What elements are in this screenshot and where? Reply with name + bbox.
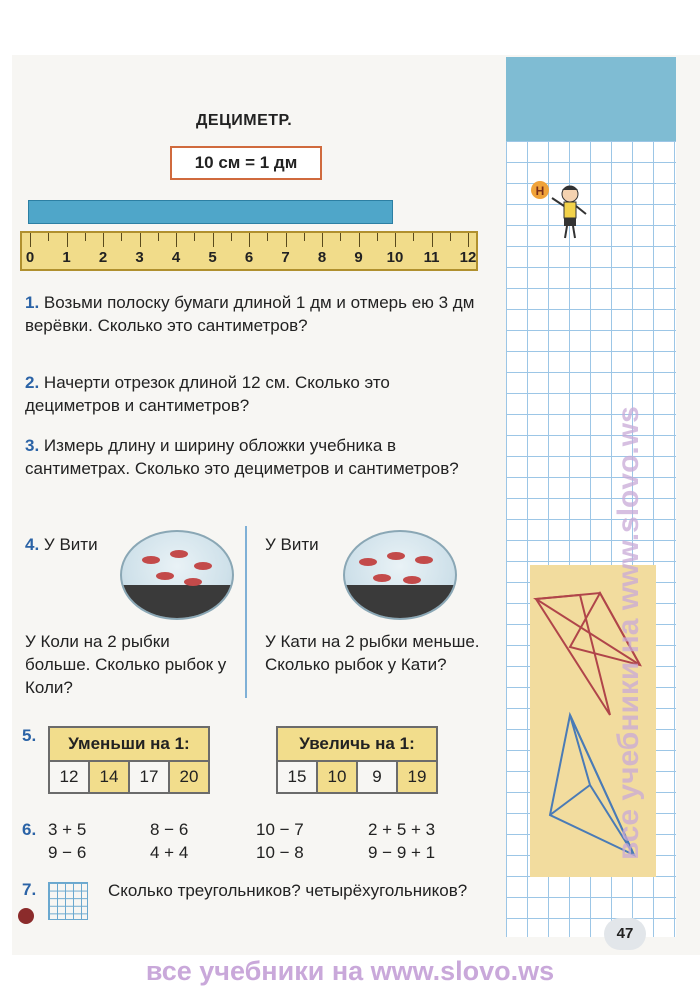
- task-number: [22, 724, 36, 747]
- fish-icon: [387, 552, 405, 560]
- ruler-tick: [85, 233, 86, 241]
- table-cell: 14: [90, 762, 130, 792]
- fishbowl-right: [343, 530, 457, 620]
- fish-icon: [170, 550, 188, 558]
- ruler-tick: [249, 233, 250, 247]
- ruler: [20, 231, 478, 271]
- decrease-table: [48, 726, 210, 794]
- task-4-right-question: У Кати на 2 рыбки меньше. Сколько рыбок у Кати?: [265, 632, 480, 674]
- ruler-tick: [395, 233, 396, 247]
- fish-icon: [184, 578, 202, 586]
- task-7-text: Сколько треугольников? четырёхугольников?: [108, 881, 468, 900]
- mascot-letter: Н: [535, 184, 545, 198]
- fish-icon: [403, 576, 421, 584]
- task-number: 7.: [22, 880, 37, 899]
- fish-icon: [415, 556, 433, 564]
- ruler-number: 8: [317, 249, 327, 266]
- task-3: [25, 434, 477, 480]
- ruler-number: 2: [98, 249, 108, 266]
- page-number: 47: [604, 918, 646, 950]
- table-cell: 17: [130, 762, 170, 792]
- task-number: 4.: [25, 535, 40, 554]
- ruler-tick: [30, 233, 31, 247]
- grid-top-band: [506, 57, 676, 141]
- task-4-left-question: У Коли на 2 рыбки больше. Сколько рыбок у Коли?: [25, 632, 227, 697]
- task-text: Возьми полоску бумаги длиной 1 дм и отмерь ею 3 дм верёвки. Сколько это сантиметров?: [25, 293, 475, 335]
- task-4-left-top: [25, 533, 98, 556]
- ruler-tick: [340, 233, 341, 241]
- ruler-tick: [322, 233, 323, 247]
- task-4-right-label: У Вити: [265, 535, 319, 554]
- task-text: Измерь длину и ширину обложки учебника в сантиметрах. Сколько это дециметров и сантиметров?: [25, 436, 459, 478]
- fishbowl-left: [120, 530, 234, 620]
- increase-table: [276, 726, 438, 794]
- expression: 4 + 4: [150, 843, 189, 862]
- ruler-number: 9: [354, 249, 363, 266]
- table-cell: 12: [50, 762, 90, 792]
- table-cell: 9: [358, 762, 398, 792]
- decimeter-strip: [28, 200, 393, 224]
- fish-icon: [194, 562, 212, 570]
- task-6-number: [22, 818, 36, 841]
- task-number: 1.: [25, 293, 40, 312]
- ruler-tick: [213, 233, 214, 247]
- difficulty-marker-icon: [18, 908, 34, 924]
- expr-column: [150, 818, 188, 864]
- task-7-number: [22, 878, 36, 901]
- ruler-number: 3: [135, 249, 144, 266]
- ruler-number: 11: [423, 249, 440, 266]
- ruler-tick: [67, 233, 68, 247]
- increase-label: Увеличь на 1:: [278, 728, 436, 762]
- fish-icon: [142, 556, 160, 564]
- ruler-tick: [304, 233, 305, 241]
- expr-column: [368, 818, 435, 864]
- table-cell: 10: [318, 762, 358, 792]
- ruler-number: 1: [62, 249, 71, 266]
- watermark-bottom: все учебники на www.slovo.ws: [145, 956, 555, 986]
- ruler-tick: [413, 233, 414, 241]
- ruler-number: 7: [281, 249, 290, 266]
- ruler-number: 6: [244, 249, 254, 266]
- expression: 2 + 5 + 3: [368, 820, 436, 839]
- formula-box: 10 см = 1 дм: [170, 146, 322, 180]
- task-5-number: 5.: [22, 726, 37, 745]
- expr-column: [256, 818, 304, 864]
- ruler-tick: [468, 233, 469, 247]
- gravel: [345, 585, 455, 618]
- fish-icon: [373, 574, 391, 582]
- expression: 9 − 6: [48, 843, 87, 862]
- expression: 10 − 7: [256, 820, 304, 839]
- ruler-tick: [359, 233, 360, 247]
- ruler-number: 12: [459, 249, 477, 266]
- expression: 10 − 8: [256, 843, 304, 862]
- watermark-vertical: все учебники на www.slovo.ws: [612, 406, 645, 860]
- task-4-left-label: У Вити: [43, 535, 98, 554]
- column-divider: [245, 526, 247, 698]
- expression: 9 − 9 + 1: [368, 843, 436, 862]
- ruler-tick: [103, 233, 104, 247]
- ruler-number: 5: [208, 249, 217, 266]
- ruler-tick: [267, 233, 268, 241]
- task-number: 3.: [25, 436, 40, 455]
- ruler-tick: [231, 233, 232, 241]
- ruler-tick: [176, 233, 177, 247]
- table-cell: 19: [398, 762, 436, 792]
- task-number: 2.: [25, 373, 40, 392]
- mascot-illustration: [528, 178, 592, 244]
- ruler-tick: [158, 233, 159, 241]
- ruler-number: 4: [171, 249, 181, 266]
- ruler-tick: [140, 233, 141, 247]
- task-number: 6.: [22, 820, 37, 839]
- ruler-tick: [450, 233, 451, 241]
- ruler-tick: [121, 233, 122, 241]
- decrease-label: Уменьши на 1:: [50, 728, 208, 762]
- ruler-tick: [432, 233, 433, 247]
- ruler-number: 0: [25, 249, 35, 266]
- grid-figure-icon: [48, 882, 88, 920]
- gravel: [122, 585, 232, 618]
- fish-icon: [156, 572, 174, 580]
- task-1: [25, 291, 477, 337]
- expression: 3 + 5: [48, 820, 87, 839]
- expr-column: [48, 818, 86, 864]
- page-title: ДЕЦИМЕТР.: [196, 112, 293, 129]
- expression: 8 − 6: [150, 820, 189, 839]
- fish-icon: [359, 558, 377, 566]
- table-cell: 20: [170, 762, 208, 792]
- ruler-tick: [48, 233, 49, 241]
- table-cell: 15: [278, 762, 318, 792]
- ruler-tick: [286, 233, 287, 247]
- task-text: Начерти отрезок длиной 12 см. Сколько это дециметров и сантиметров?: [25, 373, 390, 415]
- ruler-tick: [377, 233, 378, 241]
- ruler-number: 10: [386, 249, 404, 266]
- task-2: [25, 371, 477, 417]
- ruler-tick: [194, 233, 195, 241]
